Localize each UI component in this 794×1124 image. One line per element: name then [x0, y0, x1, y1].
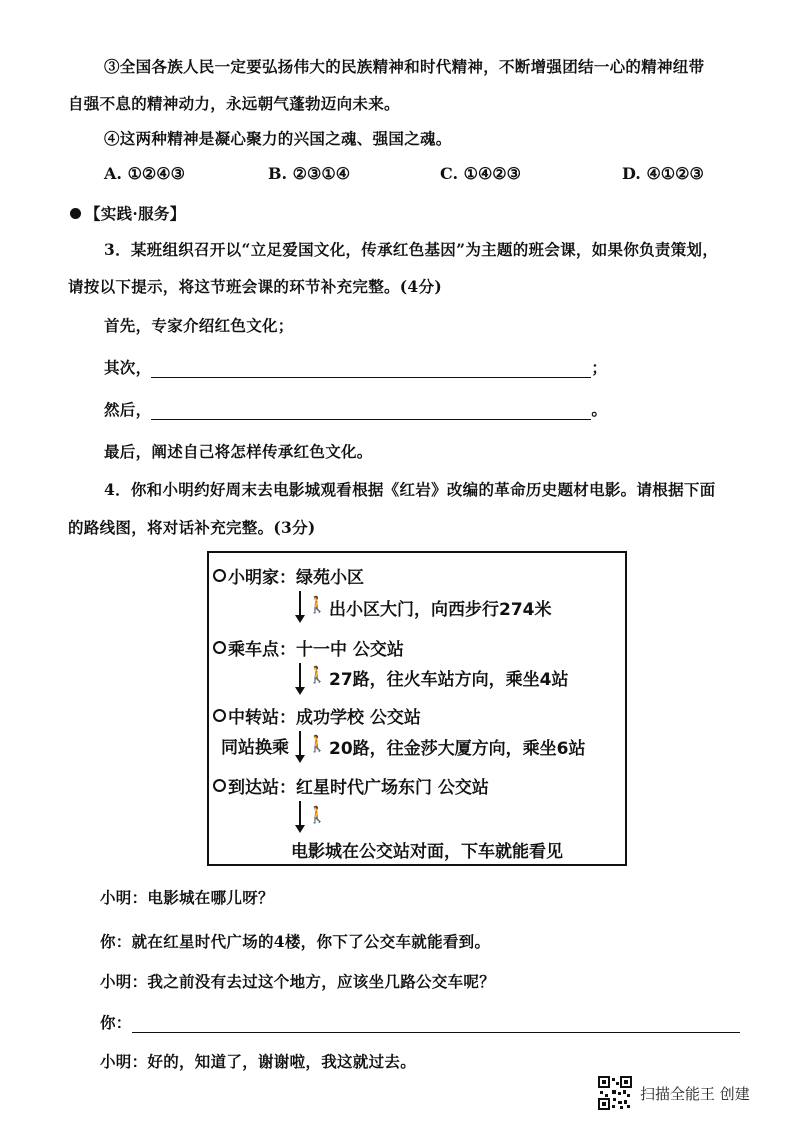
down-arrow-icon: [299, 663, 301, 693]
item-3-line-2: 自强不息的精神动力，永远朝气蓬勃迈向未来。: [68, 94, 400, 113]
route-stop-home: 小明家：绿苑小区: [213, 563, 364, 588]
scanner-watermark: [598, 1075, 750, 1111]
q3-step-1: 首先，专家介绍红色文化；: [104, 316, 294, 335]
section-bullet-icon: [70, 208, 81, 219]
stop-marker-icon: [213, 709, 226, 722]
option-c: C. ①④②③: [440, 164, 521, 183]
dialogue-line-1: 小明：电影城在哪儿呀？: [100, 888, 274, 907]
walking-person-icon: 🚶: [307, 665, 327, 684]
dialogue-line-3: 小明：我之前没有去过这个地方，应该坐几路公交车呢？: [100, 972, 496, 991]
qr-code-icon: [598, 1076, 632, 1110]
dialogue-answer: 你：: [100, 1011, 740, 1033]
walking-person-icon: 🚶: [307, 734, 327, 753]
route-stop-arrival: 到达站：红星时代广场东门 公交站: [213, 773, 489, 798]
transfer-note: 同站换乘: [221, 738, 289, 758]
q3-step-2: 其次， ；: [104, 358, 608, 377]
q3-prompt-line-1: 3．某班组织召开以“立足爱国文化，传承红色基因”为主题的班会课，如果你负责策划，: [104, 240, 719, 259]
dialogue-closing: 小明：好的，知道了，谢谢啦，我这就过去。: [100, 1052, 417, 1071]
route-step-4: 电影城在公交站对面，下车就能看见: [291, 842, 563, 862]
route-map: [207, 551, 627, 866]
q3-prompt-line-2: 请按以下提示，将这节班会课的环节补充完整。(4分): [68, 277, 442, 296]
down-arrow-icon: [299, 731, 301, 761]
stop-marker-icon: [213, 779, 226, 792]
walking-person-icon: 🚶: [307, 805, 327, 824]
stop-marker-icon: [213, 569, 226, 582]
route-stop-boarding: 乘车点：十一中 公交站: [213, 635, 404, 660]
q4-prompt-line-1: 4．你和小明约好周末去电影城观看根据《红岩》改编的革命历史题材电影。请根据下面: [104, 480, 716, 499]
q3-step-3-answer-line[interactable]: [151, 403, 591, 420]
item-3-line-1: ③全国各族人民一定要弘扬伟大的民族精神和时代精神，不断增强团结一心的精神纽带: [104, 57, 705, 76]
route-step-3: 20路，往金莎大厦方向，乘坐6站: [329, 739, 586, 759]
q3-step-3: 然后， 。: [104, 400, 608, 419]
walking-person-icon: 🚶: [307, 595, 327, 614]
stop-marker-icon: [213, 641, 226, 654]
footer-text: 扫描全能王 创建: [640, 1084, 750, 1103]
option-d: D. ④①②③: [622, 164, 704, 183]
route-step-2: 27路，往火车站方向，乘坐4站: [329, 670, 569, 690]
section-heading: 【实践·服务】: [70, 202, 186, 224]
answer-blank-line[interactable]: [132, 1016, 740, 1033]
option-a: A. ①②④③: [104, 164, 185, 183]
route-step-1: 出小区大门，向西步行274米: [329, 600, 552, 620]
down-arrow-icon: [299, 801, 301, 831]
route-stop-transfer: 中转站：成功学校 公交站: [213, 703, 421, 728]
dialogue-line-2: 你：就在红星时代广场的4楼，你下了公交车就能看到。: [100, 932, 491, 951]
q4-prompt-line-2: 的路线图，将对话补充完整。(3分): [68, 518, 316, 537]
item-4: ④这两种精神是凝心聚力的兴国之魂、强国之魂。: [104, 129, 452, 148]
down-arrow-icon: [299, 591, 301, 621]
q3-step-2-answer-line[interactable]: [151, 361, 591, 378]
option-b: B. ②③①④: [268, 164, 351, 183]
q3-step-4: 最后，阐述自己将怎样传承红色文化。: [104, 442, 373, 461]
